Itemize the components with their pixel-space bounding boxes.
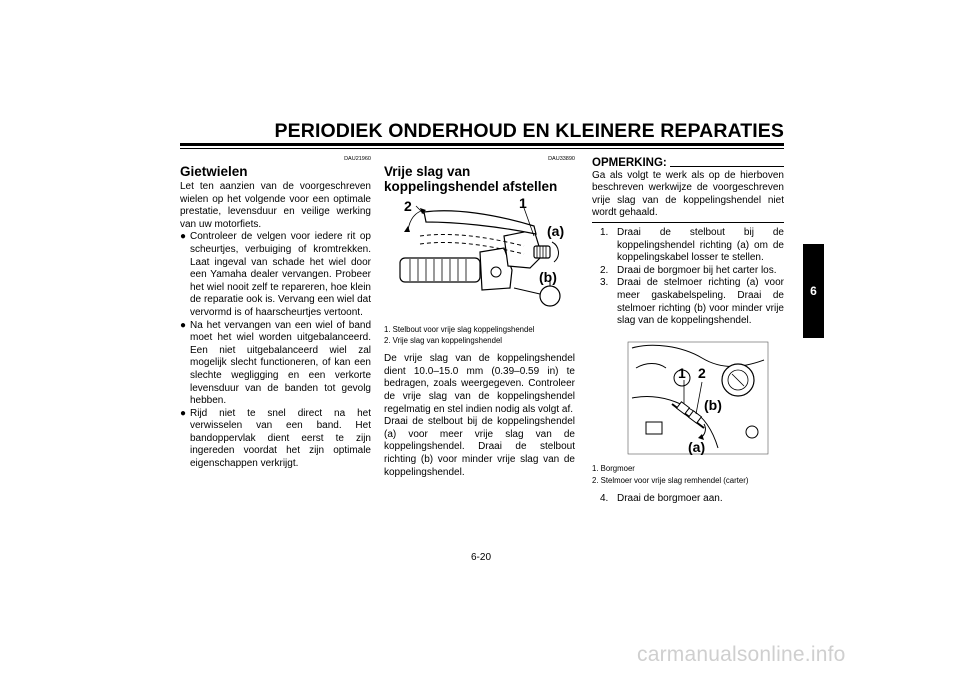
figure-label-b: (b) [539,269,557,285]
caption-item: 1. Borgmoer [592,464,635,474]
figure-label-a: (a) [688,438,706,455]
bullet-item [180,231,371,319]
figure-label-2: 2 [404,198,412,214]
page-number: 6-20 [470,552,491,563]
chapter-tab: 6 [803,244,824,338]
step-text: Draai de stelbout bij de koppelingshendel richting (a) om de koppelingskabel losser te stellen. [617,226,784,264]
step-number: 1. [600,226,609,238]
figure-captions [384,324,575,348]
clutch-lever-illustration [384,196,575,316]
bullet-item [180,320,371,408]
page-title: PERIODIEK ONDERHOUD EN KLEINERE REPARATIES [274,120,784,142]
bullet-icon: ● [180,319,187,331]
title-rule [180,143,784,146]
note-heading [592,157,784,170]
figure-captions [592,463,784,487]
column-clutch-continued [592,155,784,506]
note-divider [670,166,784,167]
bullet-text: Controleer de velgen voor iedere rit op scheurtjes, verbuiging of kromtrekken. Laat ingeval van schade het wiel door een Yamaha dealer vervangen. Probeer het wiel nooit zelf te repareren, hoe klein de reparatie ook is. Vervang een wiel dat vervormd is of haarscheurtjes vertoont. [190,231,371,318]
watermark: carmanualsonline.info [637,643,846,666]
step-item [592,493,784,506]
step-item [592,277,784,327]
figure-label-a: (a) [547,223,565,239]
clutch-body-2: Draai de stelbout bij de koppelingshendel (a) voor meer vrije slag van de koppelingshendel. Draai de stelbout richting (b) voor minder vrije slag van de koppelingshendel. [384,416,575,478]
step-number: 3. [600,277,609,289]
clutch-body: De vrije slag van de koppelingshendel dient 10.0–15.0 mm (0.39–0.59 in) te bedragen, zoals weergegeven. Controleer de vrije slag van de koppelingshendel regelmatig en stel indien nodig als volgt af. [384,353,575,415]
step-number: 4. [600,492,609,504]
caption-item: 2. Stelmoer voor vrije slag remhendel (carter) [592,476,749,486]
bullet-item [180,408,371,471]
step-text: Draai de stelmoer richting (a) voor meer gaskabelspeling. Draai de stelmoer richting (b) voor minder vrije slag van de koppelingshendel. [617,277,784,327]
step-number: 2. [600,264,609,276]
bullet-icon: ● [180,407,187,419]
step-item [592,265,784,278]
bullet-text: Na het vervangen van een wiel of band moet het wiel worden uitgebalanceerd. Een niet uitgebalanceerd wiel zal mogelijk slecht functioneren, of kan een slechte wegligging en een verkorte levensduur van de banden tot gevolg hebben. [190,319,371,407]
clutch-lever-figure [384,196,575,321]
column-wheels [180,155,371,471]
crankcase-illustration [592,338,784,456]
caption-item: 2. Vrije slag van koppelingshendel [384,336,503,346]
column-clutch [384,155,575,479]
figure-label-b: (b) [704,396,722,413]
section-code: DAU21960 [344,156,371,162]
section-heading-clutch: Vrije slag van koppelingshendel afstellen [384,164,558,194]
step-item [592,227,784,265]
section-heading-wheels: Gietwielen [180,164,248,179]
section-code: DAU33890 [548,156,575,162]
step-text: Draai de borgmoer bij het carter los. [617,264,777,276]
bullet-text: Rijd niet te snel direct na het verwisselen van een band. Het bandoppervlak dient eerst te zijn ingereden voordat het zijn optimale eigenschappen verkrijgt. [190,407,371,470]
caption-item: 1. Stelbout voor vrije slag koppelingshendel [384,324,535,334]
title-rule-thin [180,148,784,149]
note-text: Ga als volgt te werk als op de hierboven beschreven werkwijze de voorgeschreven vrije slag van de koppelingshendel niet wordt gehaald. [592,169,784,219]
wheels-intro: Let ten aanzien van de voorgeschreven wielen op het volgende voor een optimale prestatie, levensduur en veilige werking van uw motorfiets. [180,181,371,230]
note-label: OPMERKING: [592,157,667,169]
figure-label-1: 1 [678,364,686,381]
figure-label-2: 2 [698,364,706,381]
note-end-rule [592,222,784,223]
step-text: Draai de borgmoer aan. [617,492,723,504]
crankcase-figure [592,338,784,461]
figure-label-1: 1 [519,196,527,211]
bullet-icon: ● [180,231,187,243]
